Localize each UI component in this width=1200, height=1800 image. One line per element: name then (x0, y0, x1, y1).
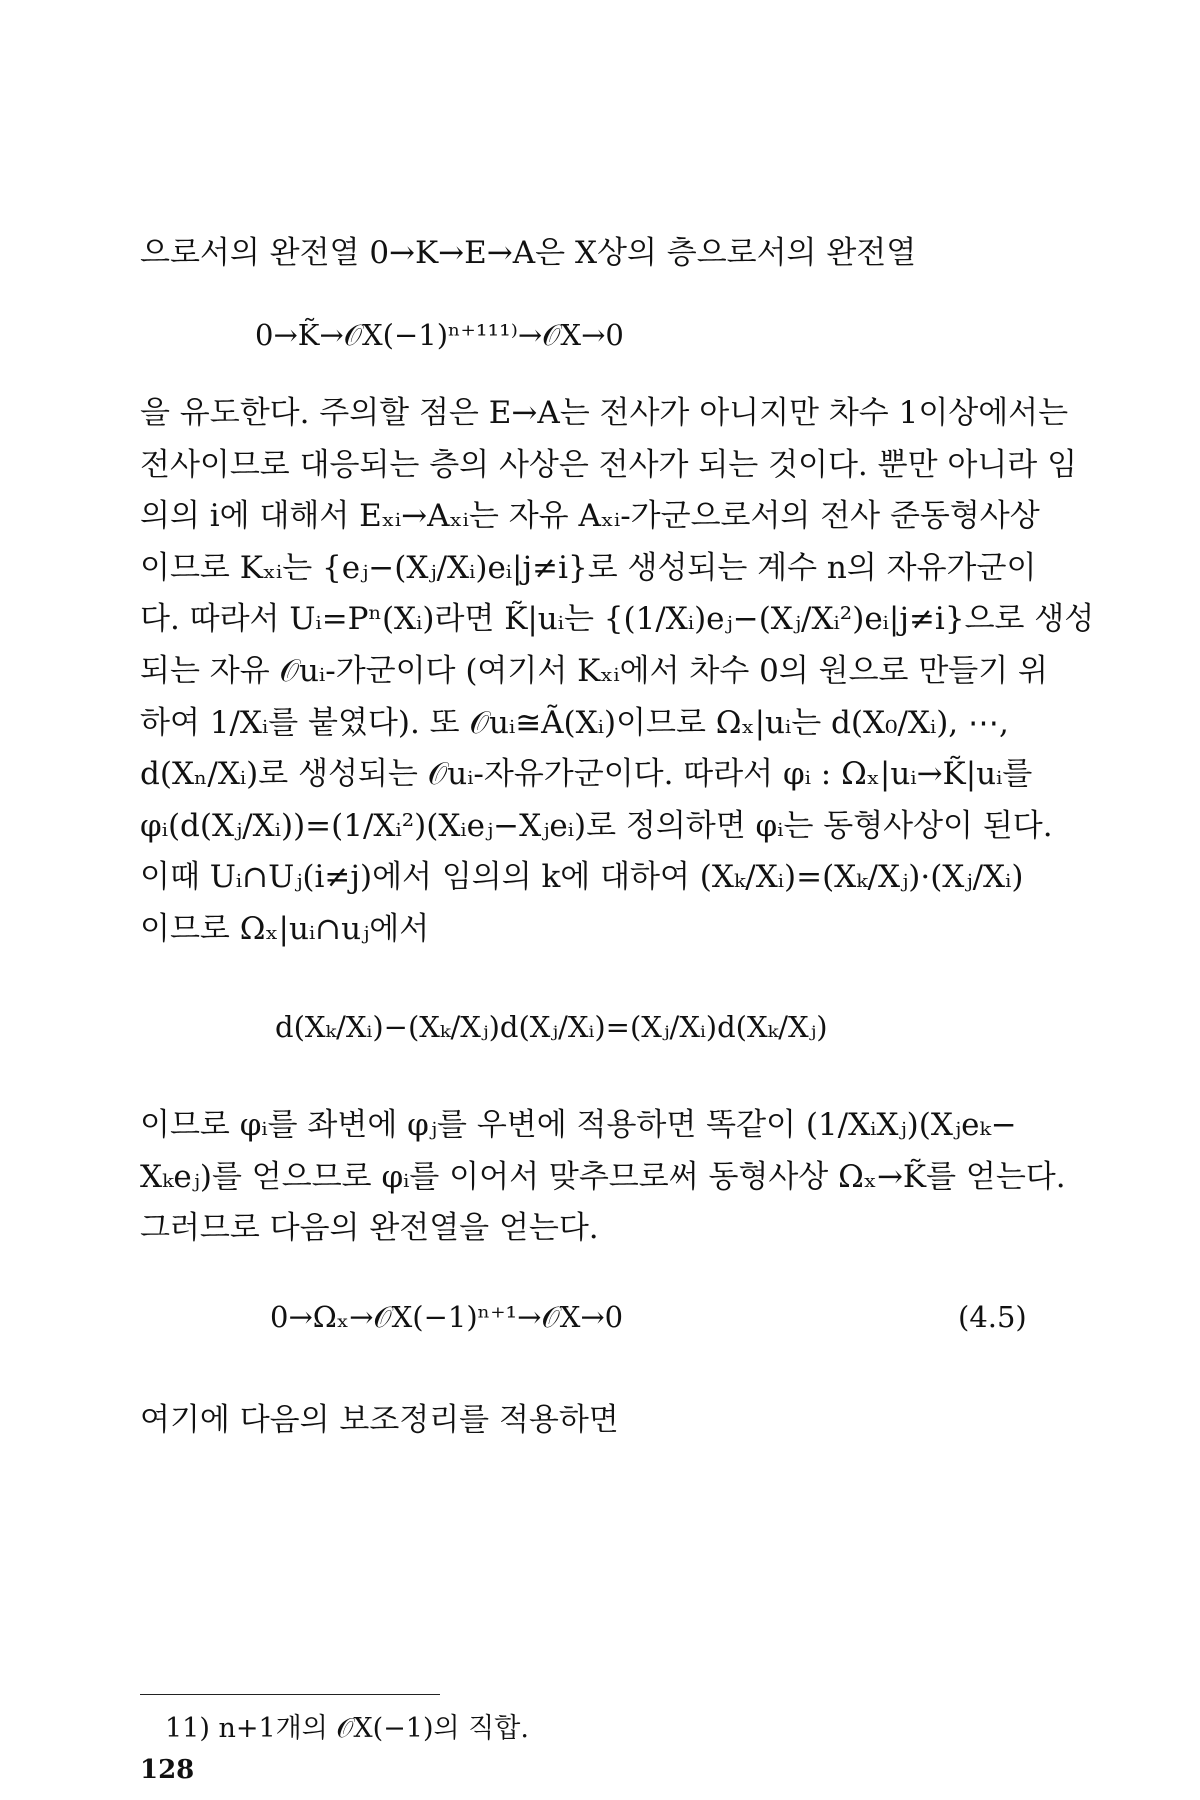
page-number: 128 (140, 1755, 195, 1785)
text-line: 이므로 Kₓᵢ는 {eⱼ−(Xⱼ/Xᵢ)eᵢ|j≠i}로 생성되는 계수 n의 자유가군이 (140, 549, 1037, 586)
paragraph-1 (140, 228, 1065, 280)
text-line: 이때 Uᵢ∩Uⱼ(i≠j)에서 임의의 k에 대하여 (Xₖ/Xᵢ)=(Xₖ/Xⱼ)·(Xⱼ/Xᵢ) (140, 859, 1024, 896)
footnote-divider (140, 1694, 440, 1695)
text-line: 전사이므로 대응되는 층의 사상은 전사가 되는 것이다. 뿐만 아니라 임 (140, 446, 1078, 483)
text-line: 이므로 Ωₓ|uᵢ∩uⱼ에서 (140, 910, 430, 947)
equation-number: (4.5) (958, 1300, 1027, 1334)
paragraph-3 (140, 1100, 1065, 1255)
text-line: Xₖeⱼ)를 얻으므로 φᵢ를 이어서 맞추므로써 동형사상 Ωₓ→K̃를 얻는다. (140, 1158, 1066, 1195)
text-line: 여기에 다음의 보조정리를 적용하면 (140, 1402, 619, 1438)
equation-3: 0→Ωₓ→𝒪X(−1)ⁿ⁺¹→𝒪X→0 (270, 1300, 624, 1334)
text-line: φᵢ(d(Xⱼ/Xᵢ))=(1/Xᵢ²)(Xᵢeⱼ−Xⱼeᵢ)로 정의하면 φᵢ는 동형사상이 된다. (140, 807, 1053, 844)
text-line: 그러므로 다음의 완전열을 얻는다. (140, 1210, 599, 1247)
footnote: 11) n+1개의 𝒪X(−1)의 직합. (165, 1713, 529, 1744)
text-line: 으로서의 완전열 0→K→E→A은 X상의 층으로서의 완전열 (140, 235, 917, 271)
equation-1: 0→K̃→𝒪X(−1)ⁿ⁺¹¹¹⁾→𝒪X→0 (255, 318, 624, 352)
text-line: 하여 1/Xᵢ를 붙였다). 또 𝒪uᵢ≅Ã(Xᵢ)이므로 Ωₓ|uᵢ는 d(X₀/Xᵢ), ⋯, (140, 704, 1009, 741)
paragraph-2 (140, 388, 1095, 956)
text-line: d(Xₙ/Xᵢ)로 생성되는 𝒪uᵢ-자유가군이다. 따라서 φᵢ : Ωₓ|uᵢ→K̃|uᵢ를 (140, 756, 1033, 793)
text-line: 이므로 φᵢ를 좌변에 φⱼ를 우변에 적용하면 똑같이 (1/XᵢXⱼ)(Xⱼeₖ− (140, 1107, 1017, 1143)
equation-2: d(Xₖ/Xᵢ)−(Xₖ/Xⱼ)d(Xⱼ/Xᵢ)=(Xⱼ/Xᵢ)d(Xₖ/Xⱼ) (275, 1010, 828, 1044)
text-line: 을 유도한다. 주의할 점은 E→A는 전사가 아니지만 차수 1이상에서는 (140, 395, 1069, 431)
paragraph-4 (140, 1395, 1065, 1447)
text-line: 다. 따라서 Uᵢ=Pⁿ(Xᵢ)라면 K̃|uᵢ는 {(1/Xᵢ)eⱼ−(Xⱼ/Xᵢ²)eᵢ|j≠i}으로 생성 (140, 601, 1095, 638)
text-line: 의의 i에 대해서 Eₓᵢ→Aₓᵢ는 자유 Aₓᵢ-가군으로서의 전사 준동형사상 (140, 498, 1040, 535)
text-line: 되는 자유 𝒪uᵢ-가군이다 (여기서 Kₓᵢ에서 차수 0의 원으로 만들기 위 (140, 652, 1048, 689)
